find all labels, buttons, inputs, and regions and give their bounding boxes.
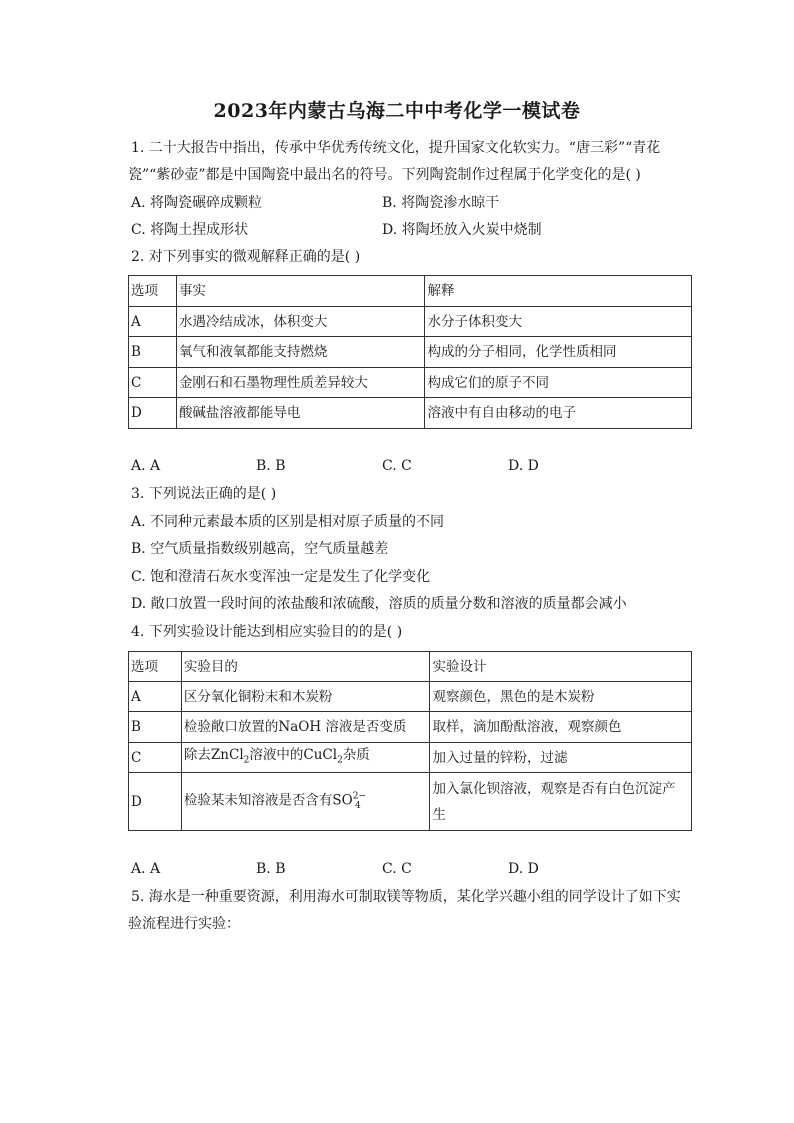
table-row xyxy=(129,652,692,682)
q1-option-c[interactable]: C. 将陶土捏成形状 xyxy=(131,222,249,238)
table-row xyxy=(129,712,692,743)
q4-option-c[interactable]: C. C xyxy=(382,861,412,877)
table-cell: 加入过量的锌粉，过滤 xyxy=(430,743,692,773)
table-cell: B xyxy=(129,712,182,743)
q2-option-d[interactable]: D. D xyxy=(508,458,539,474)
rowc-goal-sub2: 2 xyxy=(337,755,343,766)
table-cell: 区分氧化铜粉末和木炭粉 xyxy=(181,682,430,712)
table-row xyxy=(129,398,692,429)
table-row xyxy=(129,307,692,337)
table-cell: 酸碱盐溶液都能导电 xyxy=(176,398,425,429)
table-cell: A xyxy=(129,307,177,337)
table-row xyxy=(129,743,692,773)
table-cell: 水遇冷结成冰，体积变大 xyxy=(176,307,425,337)
table-cell: C xyxy=(129,368,177,398)
table-cell: 氧气和液氧都能支持燃烧 xyxy=(176,337,425,368)
rowc-goal-sub1: 2 xyxy=(243,755,250,766)
q3-option-b[interactable]: B. 空气质量指数级别越高，空气质量越差 xyxy=(131,541,389,557)
table-cell: C xyxy=(129,743,182,773)
table-header-cell: 实验目的 xyxy=(181,652,430,682)
table-cell xyxy=(430,773,692,831)
table-header-cell: 解释 xyxy=(425,276,692,307)
table-row xyxy=(129,682,692,712)
rowd-goal-sup: 2− xyxy=(352,791,367,802)
q1-option-b[interactable]: B. 将陶瓷渗水晾干 xyxy=(382,195,500,211)
q1-stem-line1: 1. 二十大报告中指出，传承中华优秀传统文化，提升国家文化软实力。“唐三彩”“青花 xyxy=(131,140,661,156)
q2-stem: 2. 对下列事实的微观解释正确的是( ) xyxy=(131,249,361,265)
q1-stem-line2: 瓷”“紫砂壶”都是中国陶瓷中最出名的符号。下列陶瓷制作过程属于化学变化的是( ) xyxy=(128,167,641,183)
q5-stem-line2: 验流程进行实验： xyxy=(128,916,240,932)
table-row xyxy=(129,773,692,831)
q3-option-c[interactable]: C. 饱和澄清石灰水变浑浊一定是发生了化学变化 xyxy=(131,569,431,585)
rowd-goal-pre: 检验某未知溶液是否含有SO xyxy=(183,792,353,809)
q1-option-a[interactable]: A. 将陶瓷碾碎成颗粒 xyxy=(131,195,263,211)
table-row xyxy=(129,337,692,368)
table-cell: 检验敞口放置的NaOH 溶液是否变质 xyxy=(181,712,430,743)
q2-table xyxy=(128,275,692,429)
table-cell: 构成它们的原子不同 xyxy=(425,368,692,398)
rowc-goal-post: 杂质 xyxy=(342,746,370,763)
q5-stem-line1: 5. 海水是一种重要资源，利用海水可制取镁等物质，某化学兴趣小组的同学设计了如下实 xyxy=(131,889,681,905)
rowc-goal-mid: 溶液中的CuCl xyxy=(249,746,338,763)
q4-option-a[interactable]: A. A xyxy=(131,861,161,877)
table-cell: 取样，滴加酚酞溶液，观察颜色 xyxy=(430,712,692,743)
table-row xyxy=(129,368,692,398)
table-cell xyxy=(181,743,430,773)
table-cell: 构成的分子相同，化学性质相同 xyxy=(425,337,692,368)
q3-stem: 3. 下列说法正确的是( ) xyxy=(131,486,277,502)
page-title: 2023年内蒙古乌海二中中考化学一模试卷 xyxy=(213,100,581,122)
table-header-cell: 实验设计 xyxy=(430,652,692,682)
q4-option-b[interactable]: B. B xyxy=(256,861,286,877)
q1-option-d[interactable]: D. 将陶坯放入火炭中烧制 xyxy=(382,222,542,238)
q2-option-c[interactable]: C. C xyxy=(382,458,412,474)
rowd-design-line1: 加入氯化钡溶液，观察是否有白色沉淀产 xyxy=(432,780,676,797)
q2-option-b[interactable]: B. B xyxy=(256,458,286,474)
table-header-cell: 选项 xyxy=(129,652,182,682)
table-cell: D xyxy=(129,398,177,429)
table-header-cell: 选项 xyxy=(129,276,177,307)
table-cell: 观察颜色，黑色的是木炭粉 xyxy=(430,682,692,712)
table-cell: 金刚石和石墨物理性质差异较大 xyxy=(176,368,425,398)
q4-option-d[interactable]: D. D xyxy=(508,861,539,877)
so4-charge xyxy=(352,791,367,812)
table-cell: 溶液中有自由移动的电子 xyxy=(425,398,692,429)
table-row xyxy=(129,276,692,307)
table-cell: B xyxy=(129,337,177,368)
table-cell: D xyxy=(129,773,182,831)
q3-option-d[interactable]: D. 敞口放置一段时间的浓盐酸和浓硫酸，溶质的质量分数和溶液的质量都会减小 xyxy=(131,596,627,612)
table-cell xyxy=(181,773,430,831)
table-cell: A xyxy=(129,682,182,712)
table-cell: 水分子体积变大 xyxy=(425,307,692,337)
q4-table xyxy=(128,651,692,831)
q3-option-a[interactable]: A. 不同种元素最本质的区别是相对原子质量的不同 xyxy=(131,514,445,530)
q4-stem: 4. 下列实验设计能达到相应实验目的的是( ) xyxy=(131,624,403,640)
table-header-cell: 事实 xyxy=(176,276,425,307)
rowd-design-line2: 生 xyxy=(432,806,446,823)
q2-option-a[interactable]: A. A xyxy=(131,458,161,474)
rowd-goal-sub: 4 xyxy=(355,801,361,812)
rowc-goal-pre: 除去ZnCl xyxy=(183,746,244,763)
